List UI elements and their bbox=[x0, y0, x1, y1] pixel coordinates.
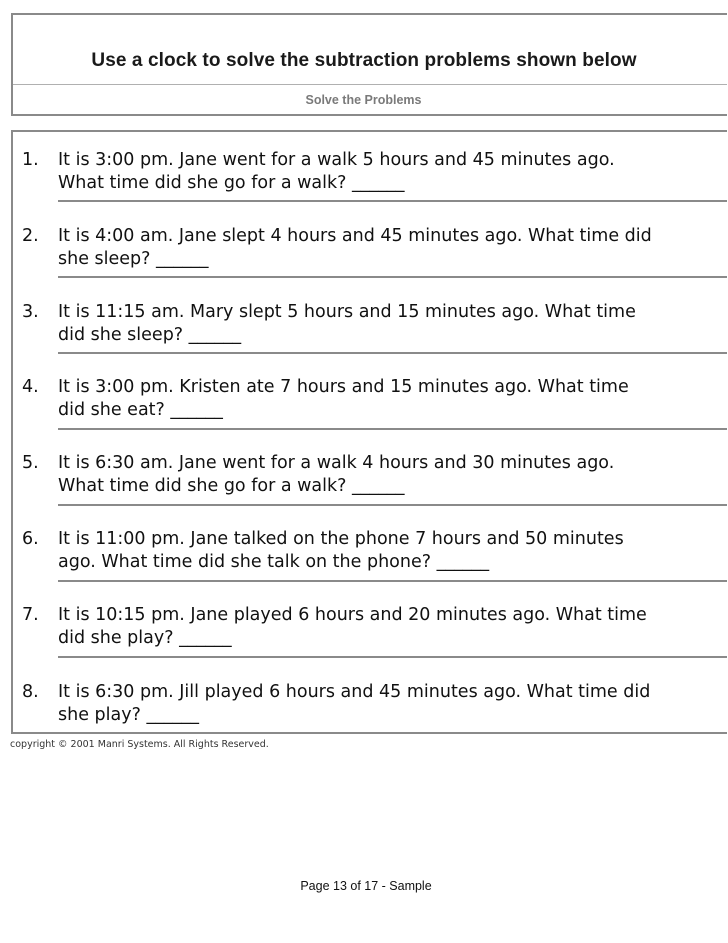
problem-number: 8. bbox=[22, 682, 39, 702]
problem-item bbox=[0, 528, 728, 598]
problem-line: What time did she go for a walk? ______ bbox=[58, 173, 405, 193]
problem-line: It is 6:30 am. Jane went for a walk 4 hours and 30 minutes ago. bbox=[58, 453, 615, 473]
problem-divider bbox=[58, 656, 727, 658]
problem-text bbox=[58, 225, 726, 271]
problem-item bbox=[0, 225, 728, 295]
problem-item bbox=[0, 604, 728, 674]
problem-text bbox=[58, 301, 726, 347]
problem-divider bbox=[58, 428, 727, 430]
problem-number: 5. bbox=[22, 453, 39, 473]
problem-text bbox=[58, 528, 726, 574]
problem-divider bbox=[58, 504, 727, 506]
problem-item bbox=[0, 452, 728, 522]
problem-divider bbox=[58, 276, 727, 278]
problem-line: she sleep? ______ bbox=[58, 249, 209, 269]
problem-item bbox=[0, 149, 728, 219]
worksheet-subtitle: Solve the Problems bbox=[305, 93, 422, 107]
problem-line: It is 3:00 pm. Kristen ate 7 hours and 15 minutes ago. What time bbox=[58, 377, 629, 397]
problem-line: What time did she go for a walk? ______ bbox=[58, 476, 405, 496]
problem-number: 6. bbox=[22, 529, 39, 549]
problem-item bbox=[0, 301, 728, 371]
page-number: Page 13 of 17 - Sample bbox=[300, 879, 432, 893]
problem-number: 7. bbox=[22, 605, 39, 625]
problem-divider bbox=[58, 352, 727, 354]
problem-item bbox=[0, 376, 728, 446]
problem-line: ago. What time did she talk on the phone? ______ bbox=[58, 552, 490, 572]
header-divider bbox=[13, 84, 727, 85]
problem-line: It is 6:30 pm. Jill played 6 hours and 45 minutes ago. What time did bbox=[58, 682, 651, 702]
problem-text bbox=[58, 376, 726, 422]
problem-divider bbox=[58, 200, 727, 202]
problem-divider bbox=[58, 580, 727, 582]
problem-number: 4. bbox=[22, 377, 39, 397]
problem-line: It is 10:15 pm. Jane played 6 hours and 20 minutes ago. What time bbox=[58, 605, 647, 625]
problem-line: did she sleep? ______ bbox=[58, 325, 242, 345]
problem-line: It is 11:15 am. Mary slept 5 hours and 15 minutes ago. What time bbox=[58, 302, 636, 322]
problem-text bbox=[58, 604, 726, 650]
problem-line: It is 4:00 am. Jane slept 4 hours and 45 minutes ago. What time did bbox=[58, 226, 652, 246]
problem-text bbox=[58, 149, 726, 195]
problem-number: 3. bbox=[22, 302, 39, 322]
problem-line: It is 11:00 pm. Jane talked on the phone 7 hours and 50 minutes bbox=[58, 529, 624, 549]
copyright-notice: copyright © 2001 Manri Systems. All Rights Reserved. bbox=[10, 739, 269, 750]
problem-line: did she eat? ______ bbox=[58, 400, 223, 420]
problem-text bbox=[58, 452, 726, 498]
problem-number: 1. bbox=[22, 150, 39, 170]
worksheet-title: Use a clock to solve the subtraction problems shown below bbox=[91, 50, 637, 71]
problem-number: 2. bbox=[22, 226, 39, 246]
problem-text bbox=[58, 681, 726, 727]
problem-line: It is 3:00 pm. Jane went for a walk 5 hours and 45 minutes ago. bbox=[58, 150, 615, 170]
problem-line: did she play? ______ bbox=[58, 628, 232, 648]
problem-line: she play? ______ bbox=[58, 705, 199, 725]
